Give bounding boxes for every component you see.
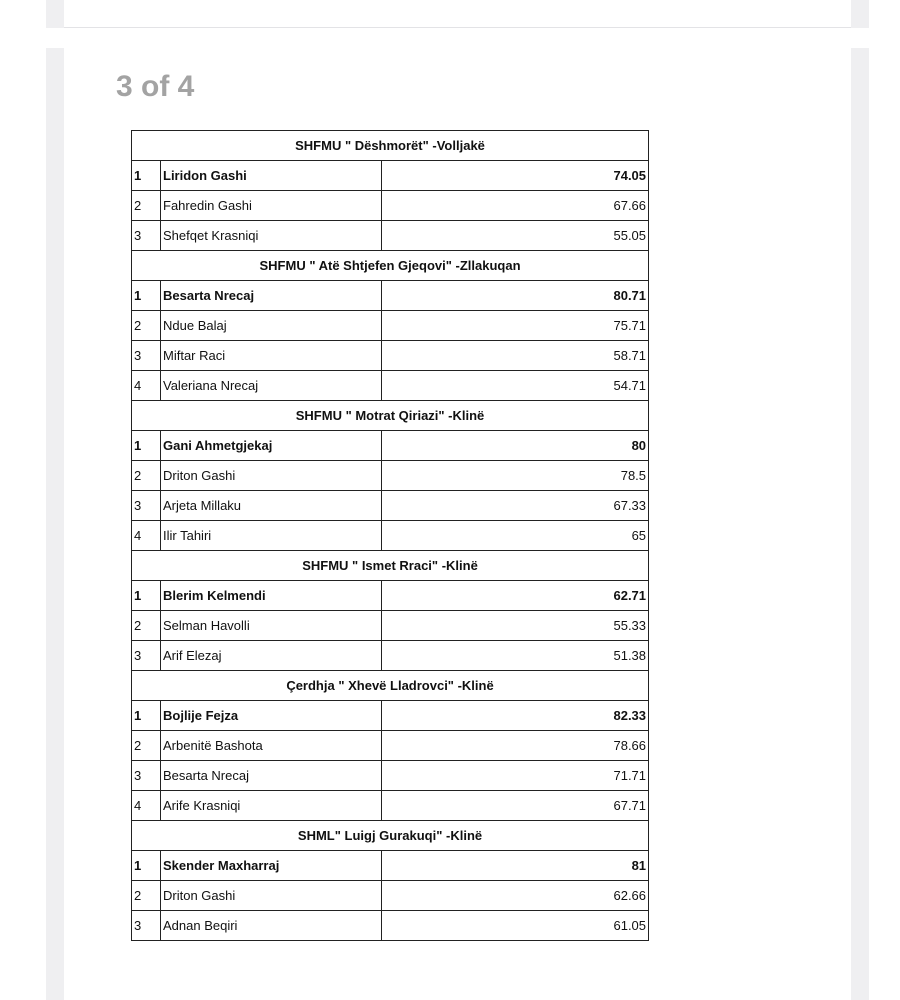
table-row [132,281,649,311]
candidate-name: Shefqet Krasniqi [161,221,382,251]
rank-cell: 4 [132,521,161,551]
table-row [132,761,649,791]
table-row [132,731,649,761]
school-name: SHML" Luigj Gurakuqi" -Klinë [132,821,649,851]
rank-cell: 3 [132,221,161,251]
table-row [132,521,649,551]
score-cell: 67.33 [382,491,649,521]
score-cell: 62.66 [382,881,649,911]
page-gap [46,28,869,48]
candidate-name: Arbenitë Bashota [161,731,382,761]
table-row [132,881,649,911]
candidate-name: Besarta Nrecaj [161,281,382,311]
school-name: Çerdhja " Xhevë Lladrovci" -Klinë [132,671,649,701]
table-row [132,911,649,941]
table-row [132,851,649,881]
rank-cell: 2 [132,881,161,911]
score-cell: 82.33 [382,701,649,731]
rank-cell: 3 [132,491,161,521]
section-header-row [132,821,649,851]
rank-cell: 2 [132,731,161,761]
rank-cell: 2 [132,311,161,341]
candidate-name: Ilir Tahiri [161,521,382,551]
rank-cell: 1 [132,281,161,311]
score-cell: 80.71 [382,281,649,311]
score-cell: 61.05 [382,911,649,941]
viewer-left-margin [46,0,64,1000]
rank-cell: 3 [132,911,161,941]
previous-page-edge[interactable] [64,0,851,28]
candidate-name: Besarta Nrecaj [161,761,382,791]
score-cell: 65 [382,521,649,551]
table-row [132,431,649,461]
rank-cell: 2 [132,191,161,221]
candidate-name: Miftar Raci [161,341,382,371]
table-row [132,491,649,521]
school-name: SHFMU " Motrat Qiriazi" -Klinë [132,401,649,431]
candidate-name: Skender Maxharraj [161,851,382,881]
score-cell: 75.71 [382,311,649,341]
score-cell: 62.71 [382,581,649,611]
table-row [132,791,649,821]
rank-cell: 1 [132,851,161,881]
candidate-name: Driton Gashi [161,461,382,491]
table-row [132,161,649,191]
table-row [132,611,649,641]
table-row [132,341,649,371]
score-cell: 81 [382,851,649,881]
rank-cell: 3 [132,761,161,791]
score-cell: 51.38 [382,641,649,671]
table-row [132,311,649,341]
score-cell: 67.71 [382,791,649,821]
score-cell: 58.71 [382,341,649,371]
section-header-row [132,551,649,581]
candidate-name: Blerim Kelmendi [161,581,382,611]
candidate-name: Fahredin Gashi [161,191,382,221]
page-indicator: 3 of 4 [116,70,195,103]
table-row [132,701,649,731]
section-header-row [132,251,649,281]
rank-cell: 3 [132,641,161,671]
candidate-name: Liridon Gashi [161,161,382,191]
candidate-name: Ndue Balaj [161,311,382,341]
score-cell: 55.05 [382,221,649,251]
candidate-name: Arife Krasniqi [161,791,382,821]
table-row [132,641,649,671]
candidate-name: Valeriana Nrecaj [161,371,382,401]
section-header-row [132,131,649,161]
rank-cell: 1 [132,431,161,461]
school-name: SHFMU " Atë Shtjefen Gjeqovi" -Zllakuqan [132,251,649,281]
rank-cell: 1 [132,581,161,611]
rank-cell: 1 [132,701,161,731]
section-header-row [132,401,649,431]
school-name: SHFMU " Ismet Rraci" -Klinë [132,551,649,581]
candidate-name: Driton Gashi [161,881,382,911]
rank-cell: 4 [132,791,161,821]
score-cell: 74.05 [382,161,649,191]
score-cell: 54.71 [382,371,649,401]
rank-cell: 3 [132,341,161,371]
score-cell: 55.33 [382,611,649,641]
table-row [132,581,649,611]
score-cell: 78.5 [382,461,649,491]
section-header-row [132,671,649,701]
viewer-right-margin [851,0,869,1000]
candidate-name: Selman Havolli [161,611,382,641]
rank-cell: 2 [132,461,161,491]
score-cell: 67.66 [382,191,649,221]
score-cell: 80 [382,431,649,461]
table-row [132,221,649,251]
rank-cell: 2 [132,611,161,641]
rank-cell: 4 [132,371,161,401]
results-table [131,130,649,941]
rank-cell: 1 [132,161,161,191]
table-row [132,461,649,491]
table-row [132,191,649,221]
score-cell: 71.71 [382,761,649,791]
table-row [132,371,649,401]
score-cell: 78.66 [382,731,649,761]
candidate-name: Adnan Beqiri [161,911,382,941]
candidate-name: Arif Elezaj [161,641,382,671]
candidate-name: Bojlije Fejza [161,701,382,731]
candidate-name: Arjeta Millaku [161,491,382,521]
candidate-name: Gani Ahmetgjekaj [161,431,382,461]
school-name: SHFMU " Dëshmorët" -Volljakë [132,131,649,161]
